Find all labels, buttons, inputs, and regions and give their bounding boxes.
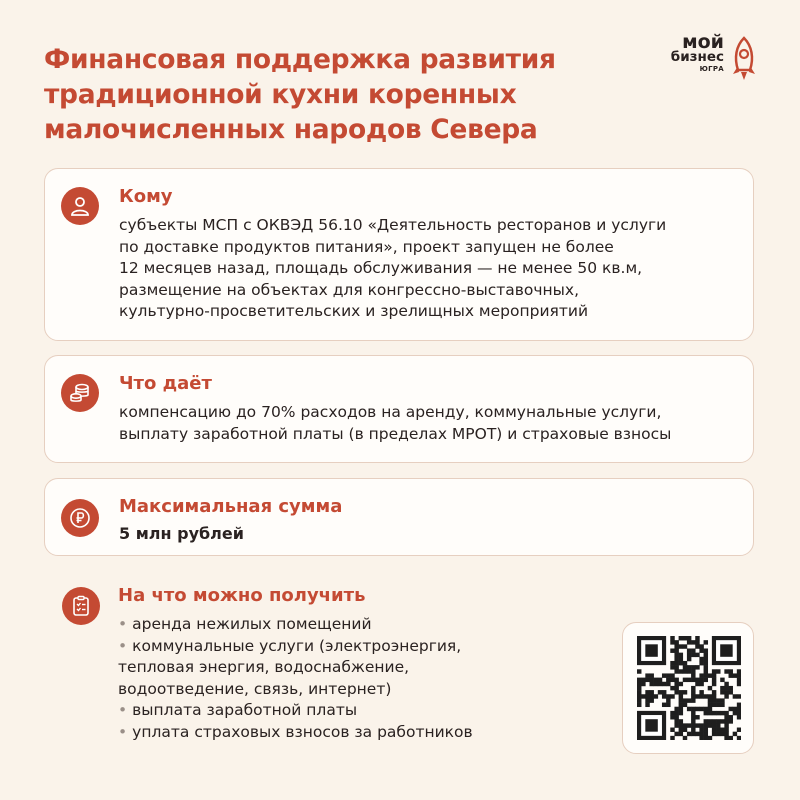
list-item-text: аренда нежилых помещений — [132, 615, 372, 633]
uses-section — [44, 580, 604, 750]
qr-code-box[interactable] — [622, 622, 754, 754]
checklist-icon — [62, 587, 100, 625]
max-card — [44, 478, 754, 556]
title-line-2: традиционной кухни коренных — [44, 79, 517, 110]
page-title — [44, 42, 644, 147]
list-item — [118, 636, 598, 701]
list-item-text: коммунальные услуги (электроэнергия, — [132, 636, 462, 655]
uses-title: На что можно получить — [118, 585, 366, 606]
list-item — [118, 700, 598, 722]
title-line-1: Финансовая поддержка развития — [44, 44, 556, 75]
brand-logo — [660, 31, 768, 86]
person-icon — [61, 187, 99, 225]
list-item-continuation: тепловая энергия, водоснабжение, — [118, 658, 410, 676]
who-title: Кому — [119, 186, 173, 207]
max-title: Максимальная сумма — [119, 496, 343, 517]
bullet: • — [118, 636, 128, 655]
gives-line: выплату заработной платы (в пределах МРОТ) и страховые взносы — [119, 424, 672, 443]
who-line: 12 месяцев назад, площадь обслуживания — не менее 50 кв.м, — [119, 259, 643, 277]
who-line: размещение на объектах для конгрессно-выставочных, — [119, 280, 579, 299]
gives-line: компенсацию до 70% расходов на аренду, коммунальные услуги, — [119, 403, 662, 421]
who-line: культурно-просветительских и зрелищных мероприятий — [119, 302, 589, 320]
who-line: по доставке продуктов питания», проект запущен не более — [119, 237, 614, 256]
bullet: • — [118, 701, 128, 719]
list-item — [118, 614, 598, 636]
gives-card — [44, 355, 754, 463]
list-item-text: уплата страховых взносов за работников — [132, 722, 473, 741]
bullet: • — [118, 615, 128, 633]
max-value — [119, 523, 749, 545]
rocket-icon — [730, 36, 758, 84]
title-line-3: малочисленных народов Севера — [44, 114, 538, 145]
list-item — [118, 722, 598, 744]
gives-text — [119, 402, 749, 445]
list-item-text: выплата заработной платы — [132, 701, 358, 719]
coins-icon — [61, 374, 99, 412]
bullet: • — [118, 722, 128, 741]
max-amount: 5 млн рублей — [119, 524, 244, 543]
qr-code[interactable] — [637, 636, 741, 740]
who-text — [119, 215, 749, 323]
logo-wordmark — [660, 31, 724, 74]
logo-line-2: бизнес — [670, 49, 724, 65]
logo-line-3: ЮГРА — [699, 65, 724, 73]
gives-title: Что даёт — [119, 373, 212, 394]
uses-list — [118, 614, 598, 743]
who-card — [44, 168, 754, 341]
who-line: субъекты МСП с ОКВЭД 56.10 «Деятельность ресторанов и услуги — [119, 216, 667, 234]
logo-line-1: мой — [682, 31, 724, 53]
ruble-icon — [61, 499, 99, 537]
list-item-continuation: водоотведение, связь, интернет) — [118, 679, 392, 698]
